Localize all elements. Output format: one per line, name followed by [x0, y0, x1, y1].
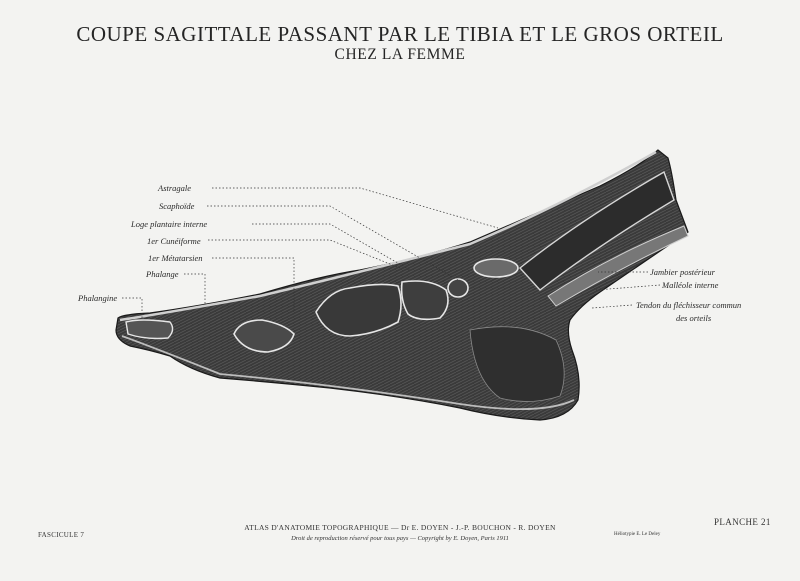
- label-jambier: Jambier postérieur: [650, 267, 715, 277]
- leader-cuneiforme: [208, 240, 400, 268]
- label-astragale: Astragale: [158, 183, 192, 193]
- footer-atlas: ATLAS D'ANATOMIE TOPOGRAPHIQUE — Dr E. DOYEN - J.-P. BOUCHON - R. DOYEN: [244, 523, 556, 532]
- leader-astragale: [212, 188, 498, 228]
- label-loge-plantaire: Loge plantaire interne: [131, 219, 208, 229]
- label-phalange: Phalange: [146, 269, 179, 279]
- label-tendon-2: des orteils: [676, 313, 712, 323]
- footer-planche: PLANCHE 21: [714, 517, 771, 527]
- footer-heliotypie: Héliotypie E. Le Deley: [614, 532, 661, 537]
- label-metatarsien: 1er Métatarsien: [148, 253, 203, 263]
- footer-copyright: Droit de reproduction réservé pour tous pays — Copyright by E. Doyen, Paris 1911: [291, 535, 509, 542]
- footer-fascicule: FASCICULE 7: [38, 531, 85, 539]
- leader-loge-plantaire: [252, 224, 410, 270]
- label-scaphoide: Scaphoïde: [159, 201, 195, 211]
- scaphoide-bone: [448, 279, 468, 297]
- label-phalangine: Phalangine: [78, 293, 118, 303]
- astragale-bone: [474, 259, 518, 277]
- label-tendon: Tendon du fléchisseur commun: [636, 300, 742, 310]
- plate-subtitle: CHEZ LA FEMME: [334, 46, 466, 63]
- label-cuneiforme: 1er Cunéiforme: [147, 236, 201, 246]
- phalangine-bone: [126, 320, 173, 339]
- label-malleole: Malléole interne: [662, 280, 719, 290]
- leader-phalange: [184, 274, 205, 304]
- leader-tendon: [592, 305, 632, 308]
- cuneiforme-bone: [402, 281, 448, 319]
- plate-title: COUPE SAGITTALE PASSANT PAR LE TIBIA ET LE GROS ORTEIL: [76, 22, 724, 46]
